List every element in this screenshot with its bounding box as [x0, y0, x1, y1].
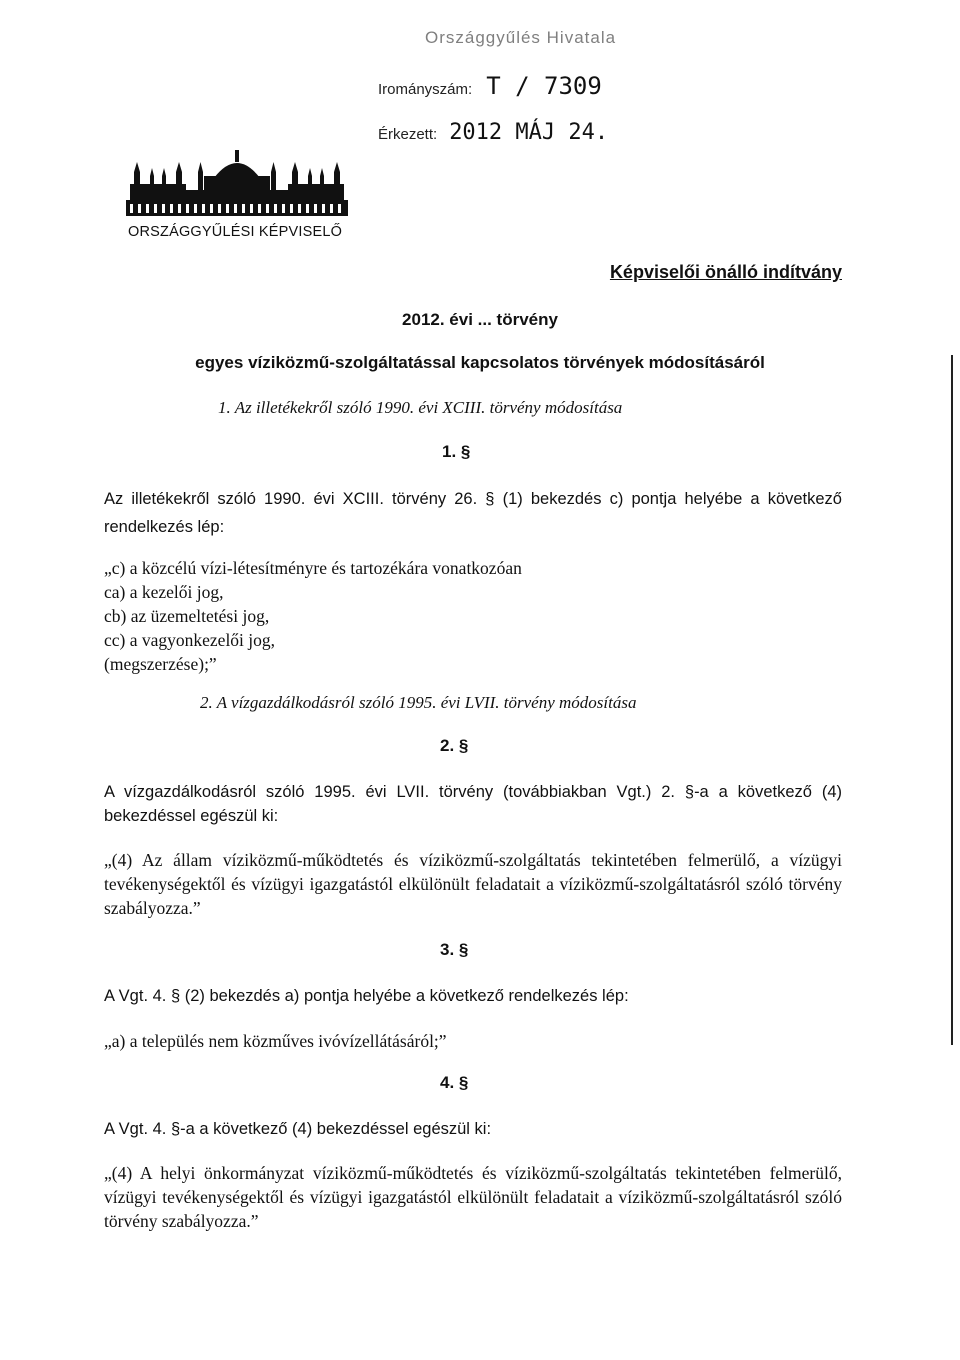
- quote-line: cc) a vagyonkezelői jog,: [104, 630, 276, 650]
- arrival-label: Érkezett:: [378, 126, 438, 143]
- registry-number: T / 7309: [486, 72, 602, 100]
- paragraph-1-number: 1. §: [442, 442, 471, 461]
- office-stamp: Országgyűlés Hivatala: [425, 28, 617, 47]
- paragraph-3-text: A Vgt. 4. § (2) bekezdés a) pontja helyébe a következő rendelkezés lép:: [104, 987, 629, 1005]
- paragraph-3-quote: „a) a település nem közműves ivóvízellátásáról;”: [104, 1031, 447, 1051]
- quote-line: cb) az üzemeltetési jog,: [104, 606, 270, 626]
- paragraph-2-text: A vízgazdálkodásról szóló 1995. évi LVII. törvény (továbbiakban Vgt.) 2. §-a a következő (4) bekezdéssel egészül ki:: [104, 783, 842, 825]
- paragraph-4-text: A Vgt. 4. §-a a következő (4) bekezdéssel egészül ki:: [104, 1120, 492, 1138]
- proposal-type: Képviselői önálló indítvány: [609, 262, 842, 282]
- registry-number-row: [378, 72, 602, 100]
- paragraph-2-number: 2. §: [440, 736, 469, 755]
- registry-label: Irományszám:: [378, 81, 473, 98]
- paragraph-3-number: 3. §: [440, 940, 469, 959]
- org-label: ORSZÁGGYŰLÉSI KÉPVISELŐ: [128, 224, 343, 240]
- quote-line: „c) a közcélú vízi-létesítményre és tartozékára vonatkozóan: [104, 558, 522, 578]
- arrival-date: 2012 MÁJ 24.: [449, 120, 609, 145]
- section-1-title: 1. Az illetékekről szóló 1990. évi XCIII. törvény módosítása: [218, 398, 623, 417]
- paragraph-4-quote: „(4) A helyi önkormányzat víziközmű-működtetés és víziközmű-szolgáltatás tekintetében felmerülő, vízügyi tevékenységektől és vízügyi igazgatástól elkülönült feladatait a víziközmű-szolgáltatásról szóló törvény szabályozza.”: [104, 1163, 842, 1231]
- scan-margin-line: [951, 355, 953, 1045]
- quote-line: ca) a kezelői jog,: [104, 582, 224, 602]
- quote-line: (megszerzése);”: [104, 654, 217, 674]
- section-2-title: 2. A vízgazdálkodásról szóló 1995. évi LVII. törvény módosítása: [200, 693, 637, 712]
- paragraph-1-text: Az illetékekről szóló 1990. évi XCIII. törvény 26. § (1) bekezdés c) pontja helyébe a következő rendelkezés lép:: [104, 490, 842, 536]
- paragraph-4-number: 4. §: [440, 1073, 469, 1092]
- paragraph-1-quote: [104, 556, 704, 676]
- arrival-date-row: [378, 120, 608, 145]
- paragraph-2-quote: „(4) Az állam víziközmű-működtetés és víziközmű-szolgáltatás tekintetében felmerülő, a vízügyi tevékenységektől és vízügyi igazgatástól elkülönült feladatait a víziközmű-szolgáltatásról szóló törvény szabályozza.”: [104, 850, 842, 918]
- law-title: 2012. évi ... törvény: [402, 310, 558, 329]
- parliament-building-logo: [126, 150, 348, 216]
- law-subject: egyes víziközmű-szolgáltatással kapcsolatos törvények módosításáról: [195, 353, 765, 372]
